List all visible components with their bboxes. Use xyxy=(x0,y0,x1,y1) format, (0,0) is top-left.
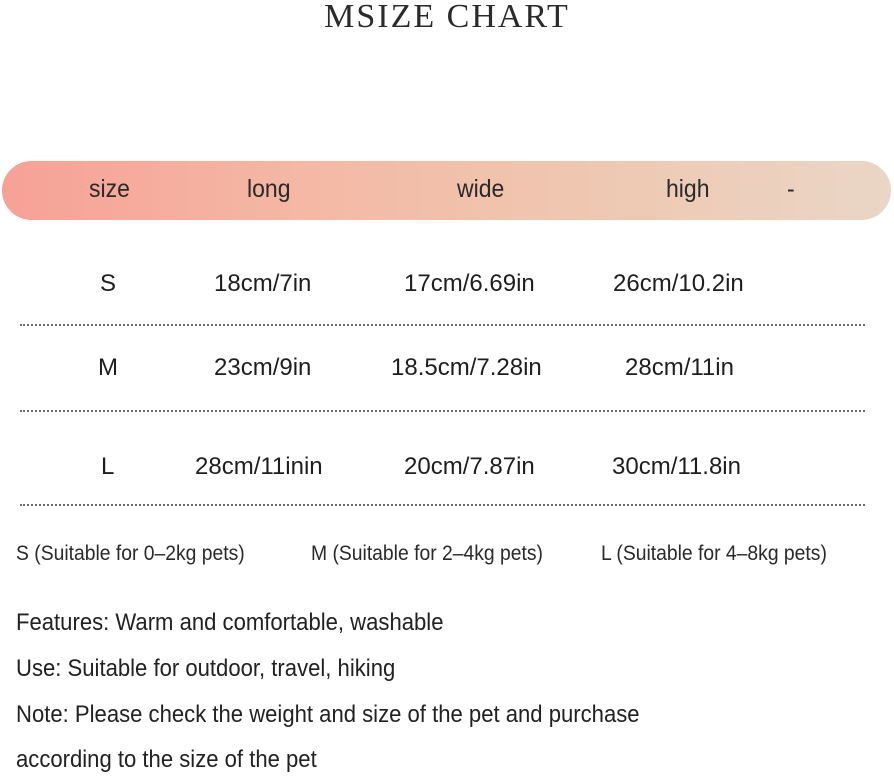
cell-high: 26cm/10.2in xyxy=(613,270,744,297)
cell-size: S xyxy=(100,270,117,297)
cell-high: 30cm/11.8in xyxy=(612,453,741,480)
use-text: Use: Suitable for outdoor, travel, hiking xyxy=(16,655,396,682)
note-text: Note: Please check the weight and size of the pet and purchase xyxy=(16,701,640,728)
cell-wide: 17cm/6.69in xyxy=(404,270,535,297)
note-text-continued: according to the size of the pet xyxy=(16,746,317,773)
cell-wide: 20cm/7.87in xyxy=(404,453,535,480)
table-header xyxy=(2,161,891,220)
cell-size: M xyxy=(98,354,118,381)
row-divider xyxy=(20,410,865,412)
suitability-s: S (Suitable for 0–2kg pets) xyxy=(16,542,245,565)
cell-size: L xyxy=(101,453,115,480)
header-wide: wide xyxy=(457,175,505,203)
features-text: Features: Warm and comfortable, washable xyxy=(16,609,444,636)
cell-wide: 18.5cm/7.28in xyxy=(391,354,542,381)
header-long: long xyxy=(247,175,291,203)
cell-long: 28cm/11inin xyxy=(195,453,323,480)
page-title: MSIZE CHART xyxy=(324,0,570,35)
cell-long: 23cm/9in xyxy=(214,354,312,381)
cell-long: 18cm/7in xyxy=(214,270,312,297)
header-high: high xyxy=(666,175,710,203)
row-divider xyxy=(20,504,865,506)
table-row xyxy=(0,354,894,394)
suitability-l: L (Suitable for 4–8kg pets) xyxy=(601,542,827,565)
suitability-m: M (Suitable for 2–4kg pets) xyxy=(311,542,543,565)
header-size: size xyxy=(89,175,130,203)
cell-high: 28cm/11in xyxy=(625,354,734,381)
table-row xyxy=(0,453,894,493)
header-extra: - xyxy=(787,175,795,203)
row-divider xyxy=(20,324,865,326)
table-row xyxy=(0,270,894,310)
